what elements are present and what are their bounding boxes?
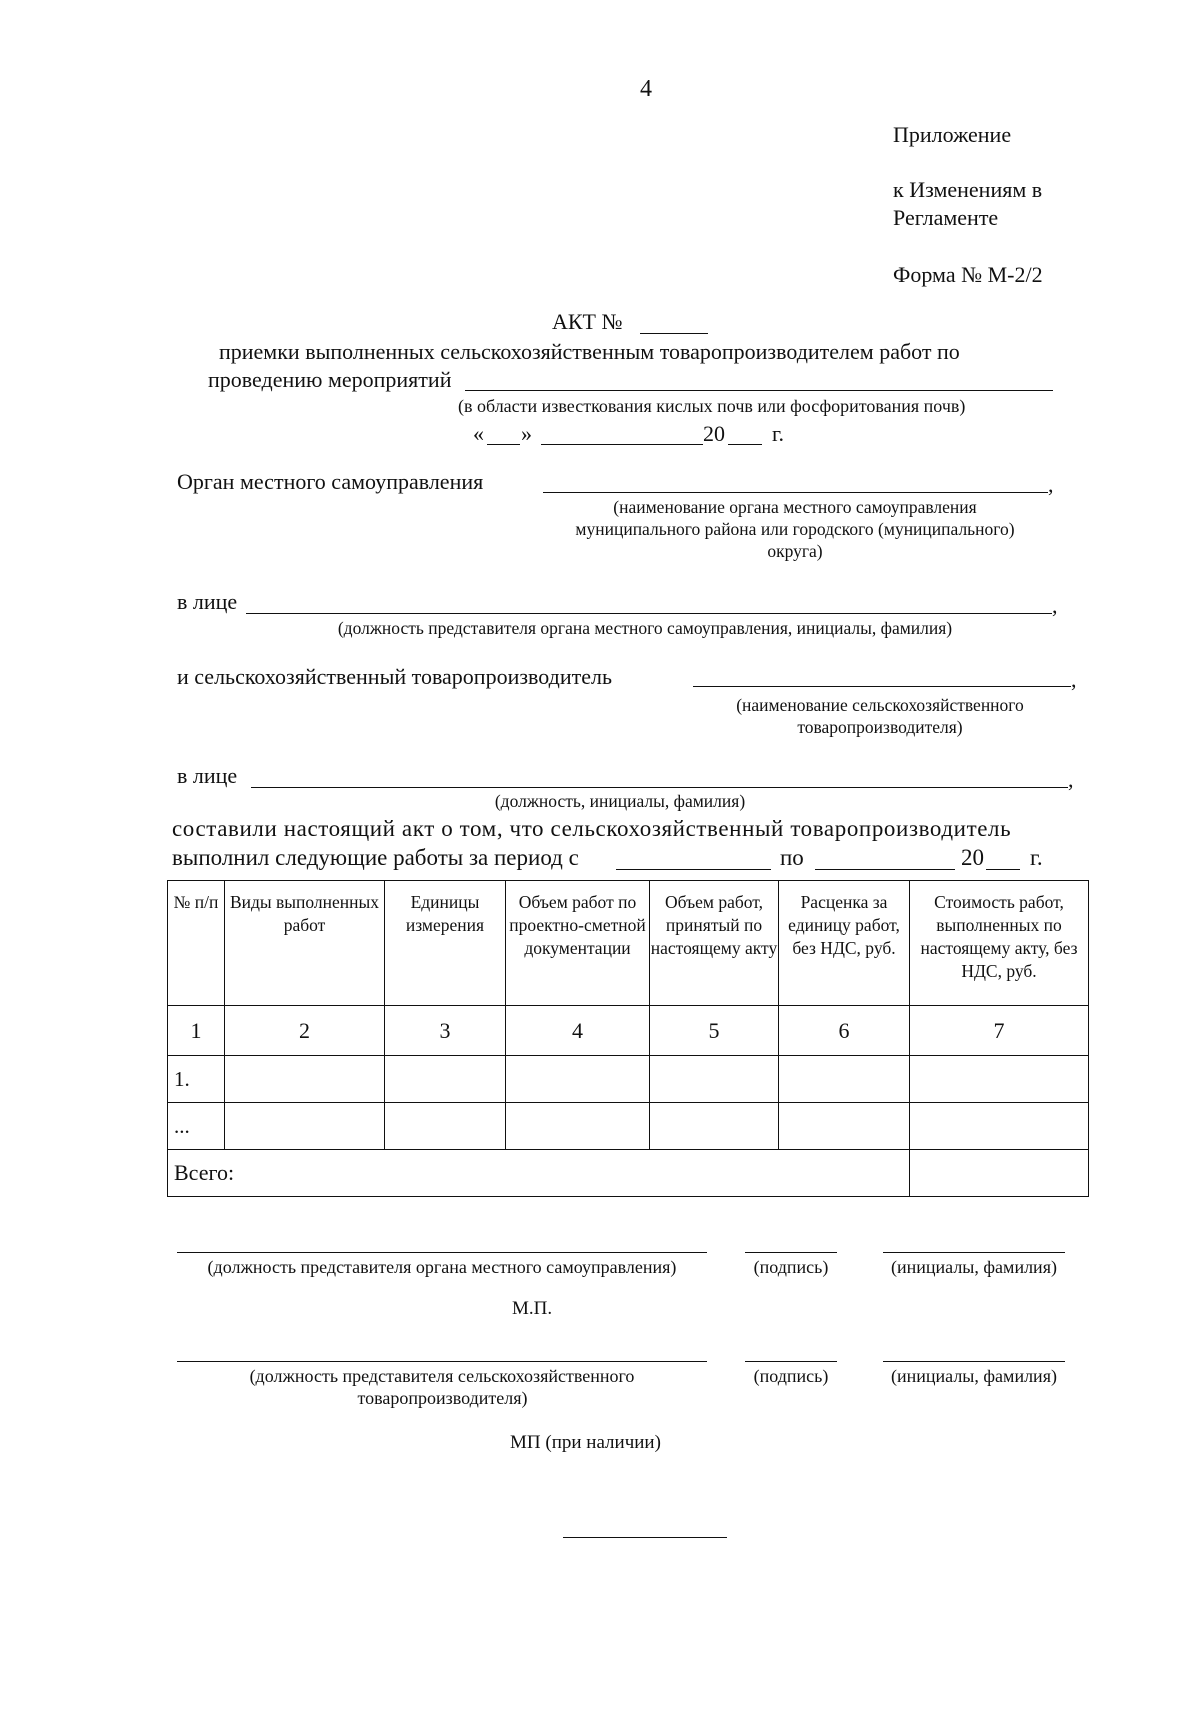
column-number-row (168, 1006, 1089, 1056)
producer-position-caption-1: (должность представителя сельскохозяйственного (249, 1366, 635, 1386)
header-cell: Стоимость работ, выполненных по настоящему акту, без НДС, руб. (910, 881, 1089, 1006)
area-caption: (в области известкования кислых почв или фосфоритования почв) (458, 396, 966, 416)
table-cell (779, 1103, 910, 1150)
table-cell (650, 1103, 779, 1150)
authority-signature-caption: (подпись) (753, 1257, 829, 1277)
act-subtitle-1: приемки выполненных сельскохозяйственным товаропроизводителем работ по (219, 339, 960, 364)
period-to-line (815, 869, 955, 870)
header-cell: Расценка за единицу работ, без НДС, руб. (779, 881, 910, 1006)
table-row (168, 1103, 1089, 1150)
producer-position-caption-2: товаропроизводителя) (357, 1388, 528, 1408)
statement-po: по (780, 845, 804, 870)
person1-caption: (должность представителя органа местного самоуправления, инициалы, фамилия) (337, 618, 953, 638)
authority-signature-line (745, 1252, 837, 1253)
authority-initials-caption: (инициалы, фамилия) (891, 1257, 1057, 1277)
authority-caption-2: муниципального района или городского (муниципального) (575, 519, 1015, 539)
column-number: 4 (506, 1006, 650, 1056)
header-cell: Объем работ, принятый по настоящему акту (650, 881, 779, 1006)
column-number: 3 (385, 1006, 506, 1056)
header-cell: Единицы измерения (385, 881, 506, 1006)
authority-caption-3: округа) (767, 541, 823, 561)
table-cell (385, 1103, 506, 1150)
statement-line1: составили настоящий акт о том, что сельскохозяйственный товаропроизводитель (172, 816, 1012, 841)
works-table (167, 880, 1089, 1197)
authority-caption-1: (наименование органа местного самоуправления (613, 497, 977, 517)
table-cell (910, 1056, 1089, 1103)
table-cell: ... (168, 1103, 225, 1150)
person2-label: в лице (177, 763, 238, 788)
date-open-quote: « (473, 421, 484, 446)
table-cell (506, 1103, 650, 1150)
total-row (168, 1150, 1089, 1197)
producer-signature-line (745, 1361, 837, 1362)
producer-initials-caption: (инициалы, фамилия) (891, 1366, 1057, 1386)
form-number: Форма № М-2/2 (893, 262, 1043, 287)
date-close-quote: » (521, 421, 532, 446)
page-number: 4 (640, 76, 652, 102)
authority-position-line (177, 1252, 707, 1253)
closing-separator (563, 1537, 727, 1538)
period-year-line (986, 869, 1020, 870)
act-subtitle-2: проведению мероприятий (208, 367, 452, 392)
date-year-line (728, 444, 762, 445)
person1-label: в лице (177, 589, 238, 614)
mp-label: М.П. (512, 1298, 553, 1319)
authority-comma: , (1048, 472, 1054, 497)
producer-signature-caption: (подпись) (753, 1366, 829, 1386)
producer-caption-1: (наименование сельскохозяйственного (736, 695, 1024, 715)
producer-position-line (177, 1361, 707, 1362)
table-cell: 1. (168, 1056, 225, 1103)
act-number-line (640, 333, 708, 334)
header-cell: Объем работ по проектно-сметной документации (506, 881, 650, 1006)
table-cell (225, 1103, 385, 1150)
total-label: Всего: (168, 1150, 910, 1197)
header-cell: Виды выполненных работ (225, 881, 385, 1006)
person1-comma: , (1052, 593, 1058, 618)
table-cell (225, 1056, 385, 1103)
column-number: 2 (225, 1006, 385, 1056)
date-month-line (541, 444, 703, 445)
appendix-line3: Регламенте (893, 205, 999, 230)
authority-initials-line (883, 1252, 1065, 1253)
table-cell (385, 1056, 506, 1103)
table-cell (910, 1103, 1089, 1150)
person2-line (251, 787, 1068, 788)
activity-line (465, 390, 1053, 391)
column-number: 5 (650, 1006, 779, 1056)
producer-caption-2: товаропроизводителя) (797, 717, 963, 737)
table-cell (506, 1056, 650, 1103)
mp-optional-label: МП (при наличии) (510, 1432, 661, 1453)
total-value-cell (910, 1150, 1089, 1197)
person2-caption: (должность, инициалы, фамилия) (494, 791, 746, 811)
column-number: 7 (910, 1006, 1089, 1056)
authority-line (543, 492, 1048, 493)
date-year: 20 (703, 421, 725, 446)
authority-label: Орган местного самоуправления (177, 469, 484, 494)
table-cell (779, 1056, 910, 1103)
header-cell: № п/п (168, 881, 225, 1006)
producer-initials-line (883, 1361, 1065, 1362)
column-number: 6 (779, 1006, 910, 1056)
statement-year: 20 (961, 845, 984, 870)
date-day-line (487, 444, 520, 445)
person1-line (246, 613, 1052, 614)
table-header-row (168, 881, 1089, 1006)
person2-comma: , (1068, 767, 1074, 792)
statement-line2-prefix: выполнил следующие работы за период с (172, 845, 579, 870)
authority-position-caption: (должность представителя органа местного самоуправления) (207, 1257, 677, 1277)
date-suffix: г. (772, 421, 785, 446)
column-number: 1 (168, 1006, 225, 1056)
appendix-title: Приложение (893, 122, 1012, 147)
producer-line (693, 686, 1071, 687)
act-title: АКТ № (552, 309, 623, 334)
producer-comma: , (1071, 667, 1077, 692)
table-cell (650, 1056, 779, 1103)
statement-suffix: г. (1030, 845, 1043, 870)
appendix-line2: к Изменениям в (893, 177, 1043, 202)
producer-label: и сельскохозяйственный товаропроизводитель (177, 664, 613, 689)
table-row (168, 1056, 1089, 1103)
period-from-line (616, 869, 771, 870)
